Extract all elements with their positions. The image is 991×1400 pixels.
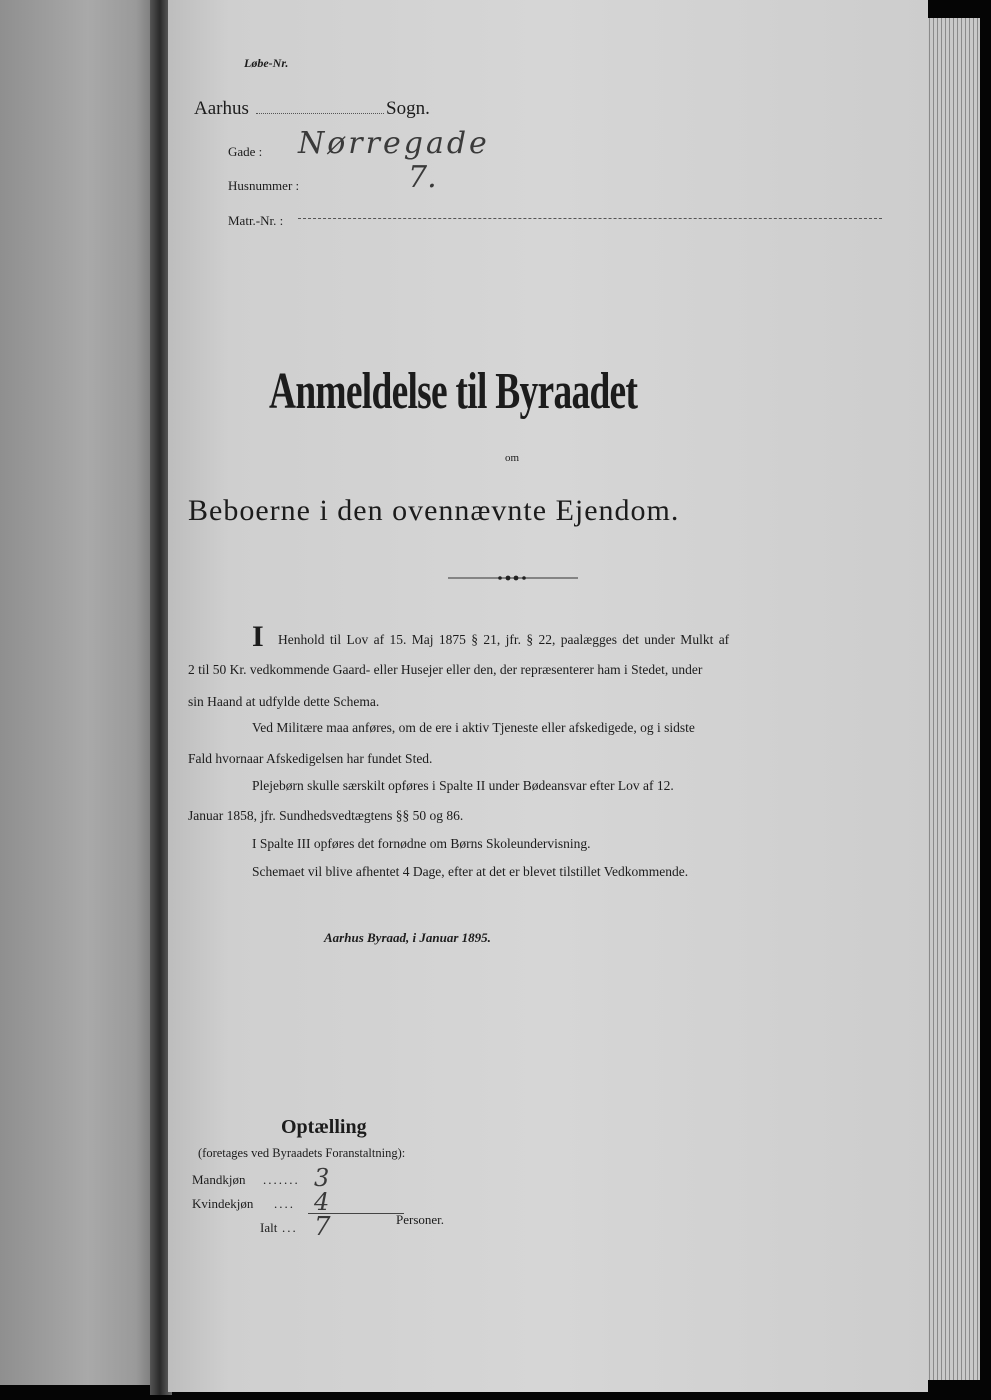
men-dots: .......: [263, 1172, 300, 1187]
paragraph-2-line-1: Ved Militære maa anføres, om de ere i aktiv Tjeneste eller afskedigede, og i sidste: [252, 720, 695, 735]
document-page: [168, 0, 928, 1392]
sogn-field-line: [256, 113, 384, 114]
initial-letter: I: [252, 620, 264, 653]
left-page: [0, 0, 160, 1385]
total-value: 7: [314, 1212, 331, 1242]
loebe-nr-label: Løbe-Nr.: [244, 56, 289, 70]
paragraph-1-line-1: Henhold til Lov af 15. Maj 1875 § 21, jfr. § 22, paalægges det under Mulkt af: [278, 632, 730, 647]
women-value: 4: [314, 1188, 330, 1216]
document-title: Anmeldelse til Byraadet: [269, 363, 638, 420]
matr-nr-label: Matr.-Nr. :: [228, 213, 284, 228]
matr-nr-line: [298, 218, 882, 219]
gade-value: Nørregade: [298, 126, 490, 161]
city-label: Aarhus: [194, 98, 249, 119]
counting-subheading: (foretages ved Byraadets Foranstaltning):: [198, 1146, 406, 1160]
signature-line: Aarhus Byraad, i Januar 1895.: [324, 930, 491, 945]
persons-label: Personer.: [396, 1212, 445, 1227]
women-label: Kvindekjøn: [192, 1196, 254, 1211]
husnummer-label: Husnummer :: [228, 178, 300, 193]
total-label: Ialt: [260, 1220, 278, 1235]
paragraph-5-line-1: Schemaet vil blive afhentet 4 Dage, efter at det er blevet tilstillet Vedkommende.: [252, 864, 689, 879]
women-dots: ....: [274, 1196, 295, 1211]
paragraph-4-line-1: I Spalte III opføres det fornødne om Børns Skoleundervisning.: [252, 836, 591, 851]
counting-heading: Optælling: [281, 1116, 367, 1138]
document-subtitle: Beboerne i den ovennævnte Ejendom.: [188, 494, 680, 527]
paragraph-3-line-2: Januar 1858, jfr. Sundhedsvedtægtens §§ 50 og 86.: [188, 808, 464, 823]
paragraph-1-line-2: 2 til 50 Kr. vedkommende Gaard- eller Husejer eller den, der repræsenterer ham i Stedet, under: [188, 662, 703, 677]
ornament-divider: [448, 572, 578, 584]
sogn-label: Sogn.: [386, 98, 430, 119]
gade-label: Gade :: [228, 144, 263, 159]
paragraph-2-line-2: Fald hvornaar Afskedigelsen har fundet Sted.: [188, 751, 433, 766]
paragraph-3-line-1: Plejebørn skulle særskilt opføres i Spalte II under Bødeansvar efter Lov af 12.: [252, 778, 674, 793]
total-dots: ...: [282, 1220, 298, 1235]
paragraph-1-line-3: sin Haand at udfylde dette Schema.: [188, 694, 380, 709]
title-connector: om: [505, 452, 520, 464]
men-value: 3: [314, 1164, 330, 1192]
husnummer-value: 7.: [408, 160, 437, 195]
men-label: Mandkjøn: [192, 1172, 246, 1187]
